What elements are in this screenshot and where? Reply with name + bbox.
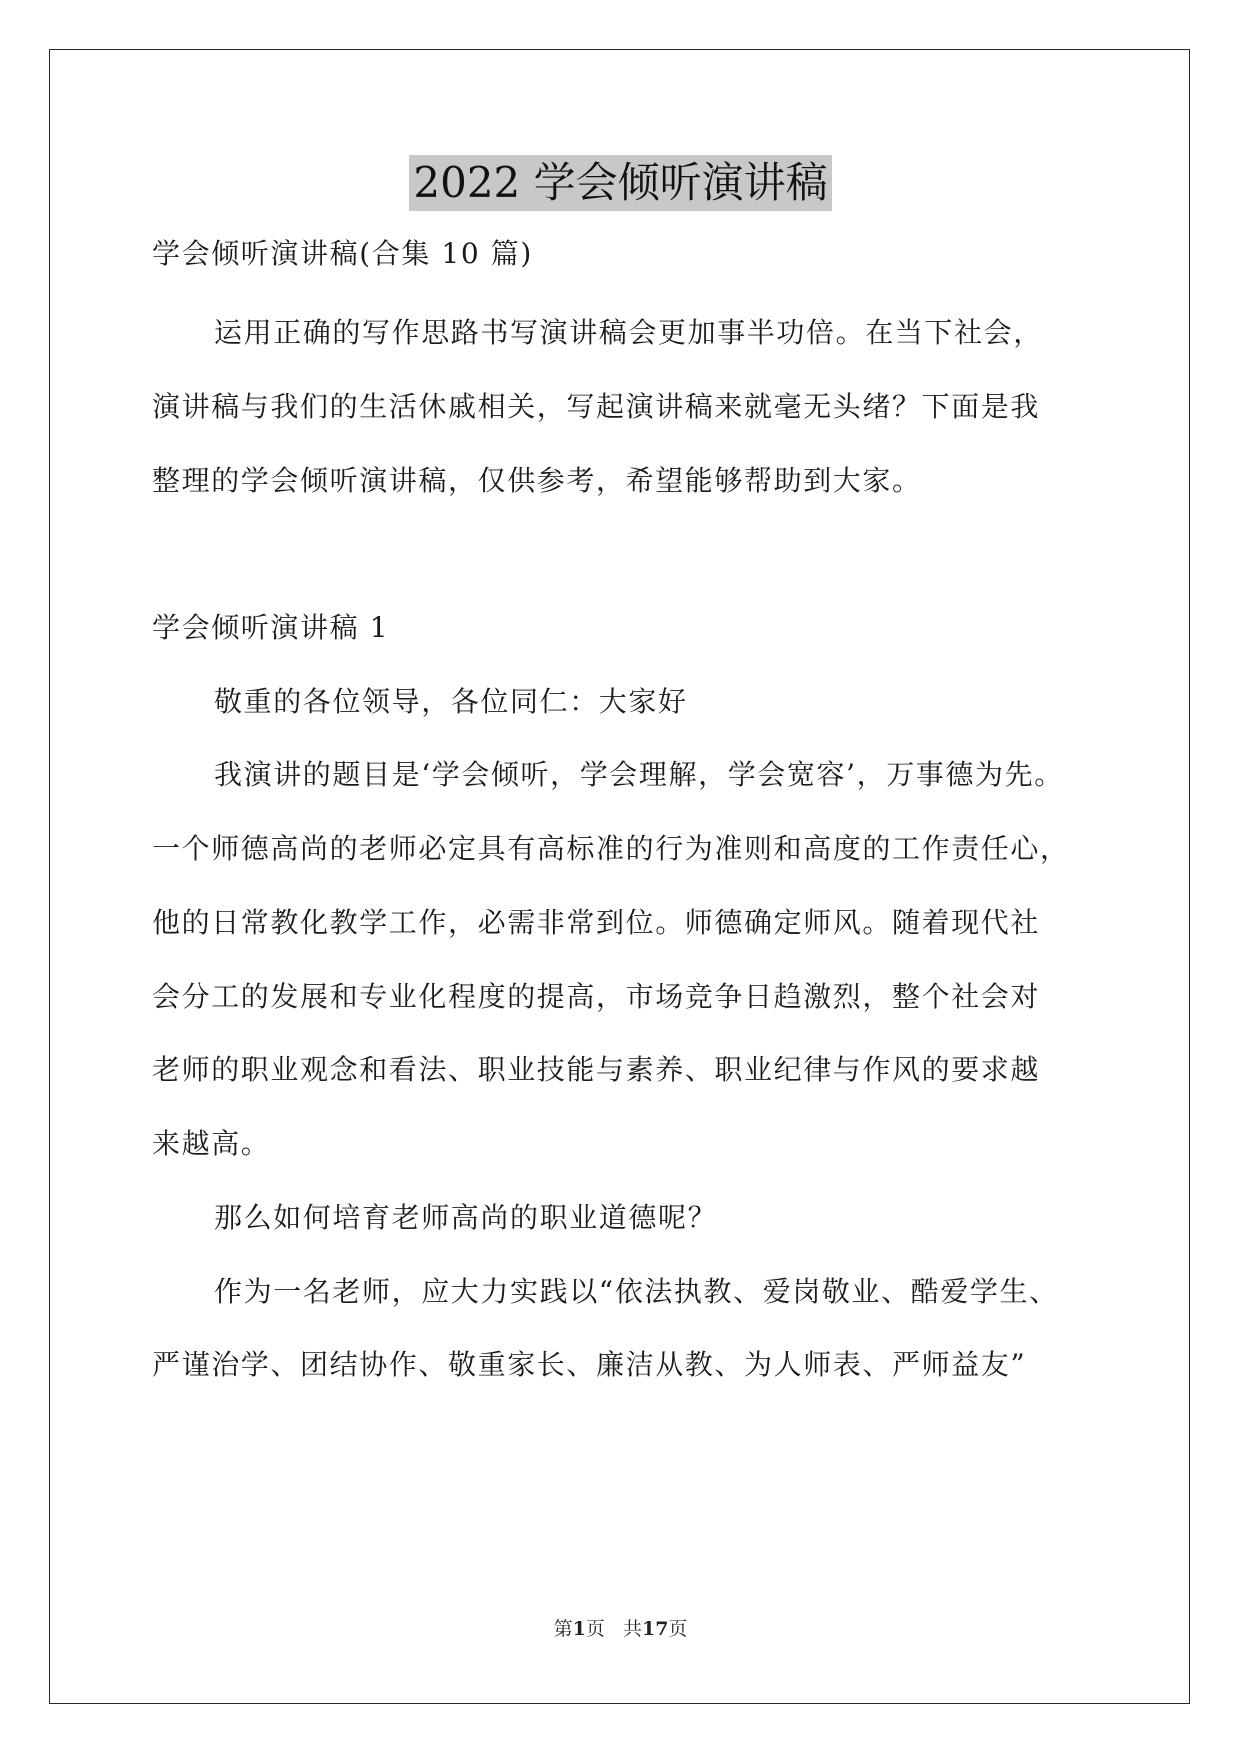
- paragraph-line: 那么如何培育老师高尚的职业道德呢？: [214, 1201, 718, 1234]
- section-heading: 学会倾听演讲稿 1: [152, 611, 390, 644]
- title-container: [0, 155, 1241, 211]
- total-pages: 17: [641, 1618, 669, 1640]
- page-number: 1: [572, 1618, 586, 1640]
- document-title: 2022 学会倾听演讲稿: [409, 155, 831, 211]
- paragraph-line: 我演讲的题目是‘学会倾听，学会理解，学会宽容’，万事德为先。: [214, 758, 1064, 791]
- page-prefix: 第: [553, 1618, 573, 1640]
- paragraph-line: 一个师德高尚的老师必定具有高标准的行为准则和高度的工作责任心，: [152, 832, 1070, 865]
- page-border: [49, 49, 1190, 1704]
- paragraph-line: 来越高。: [152, 1127, 271, 1160]
- page-footer: [0, 1616, 1241, 1642]
- total-prefix: 共: [622, 1618, 642, 1640]
- paragraph-line: 老师的职业观念和看法、职业技能与素养、职业纪律与作风的要求越: [152, 1053, 1041, 1086]
- total-suffix: 页: [668, 1618, 688, 1640]
- paragraph-line: 会分工的发展和专业化程度的提高，市场竞争日趋激烈，整个社会对: [152, 980, 1041, 1013]
- paragraph-line: 严谨治学、团结协作、敬重家长、廉洁从教、为人师表、严师益友”: [152, 1348, 1027, 1381]
- page-suffix: 页: [585, 1618, 605, 1640]
- paragraph-line: 整理的学会倾听演讲稿，仅供参考，希望能够帮助到大家。: [152, 464, 922, 497]
- paragraph-line: 作为一名老师，应大力实践以“依法执教、爱岗敬业、酷爱学生、: [214, 1275, 1059, 1308]
- document-subtitle: 学会倾听演讲稿(合集 10 篇): [152, 237, 533, 270]
- paragraph-line: 演讲稿与我们的生活休戚相关，写起演讲稿来就毫无头绪？下面是我: [152, 390, 1041, 423]
- paragraph-line: 运用正确的写作思路书写演讲稿会更加事半功倍。在当下社会，: [214, 316, 1043, 349]
- paragraph-line: 敬重的各位领导，各位同仁：大家好: [214, 685, 688, 718]
- paragraph-line: 他的日常教化教学工作，必需非常到位。师德确定师风。随着现代社: [152, 906, 1041, 939]
